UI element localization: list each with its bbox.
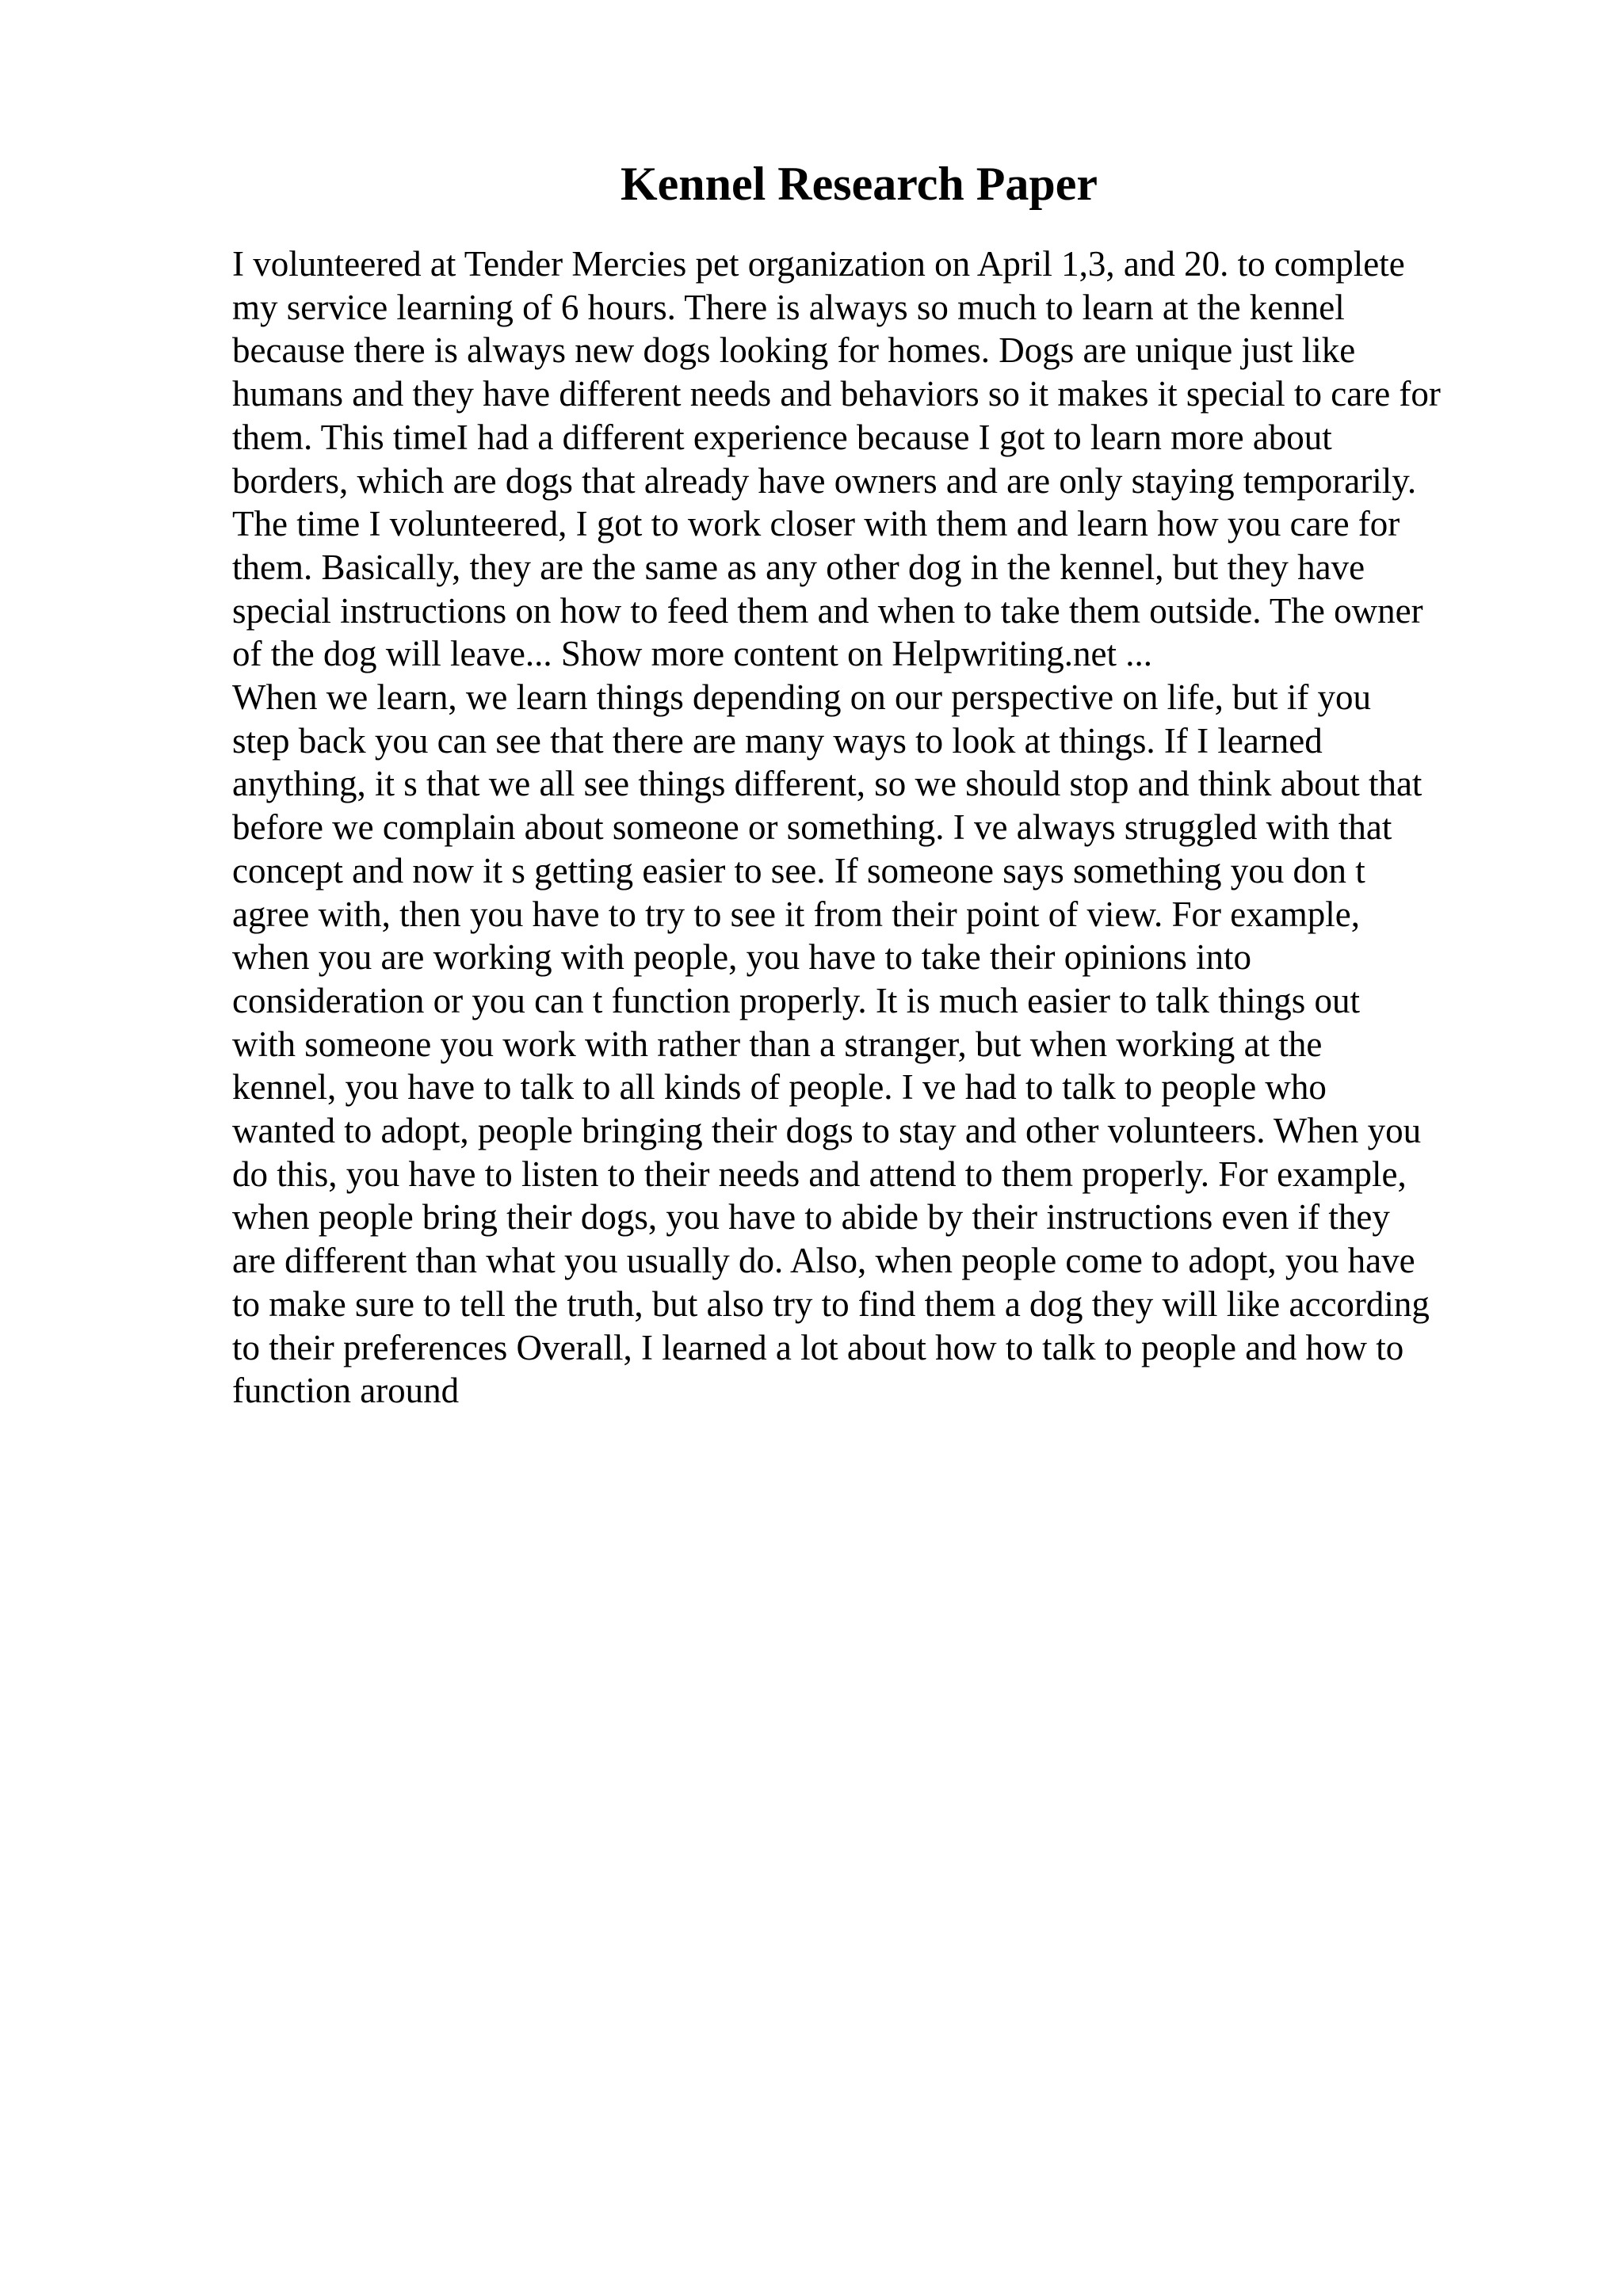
body-line: anything, it s that we all see things different, so we should stop and think about that [232, 764, 1423, 804]
body-line: when people bring their dogs, you have to abide by their instructions even if they [232, 1197, 1390, 1238]
body-line: I volunteered at Tender Mercies pet organization on April 1,3, and 20. to complete [232, 244, 1405, 284]
body-line: before we complain about someone or something. I ve always struggled with that [232, 807, 1392, 848]
body-line: When we learn, we learn things depending on our perspective on life, but if you [232, 677, 1372, 718]
body-line: wanted to adopt, people bringing their dogs to stay and other volunteers. When you [232, 1111, 1422, 1151]
body-line: function around [232, 1371, 460, 1411]
body-line: step back you can see that there are many ways to look at things. If I learned [232, 720, 1323, 761]
body-line: them. Basically, they are the same as any other dog in the kennel, but they have [232, 547, 1365, 587]
body-line: borders, which are dogs that already have owners and are only staying temporarily. [232, 460, 1417, 501]
body-line: consideration or you can t function properly. It is much easier to talk things out [232, 980, 1360, 1020]
body-line: with someone you work with rather than a stranger, but when working at the [232, 1024, 1323, 1064]
body-line: special instructions on how to feed them and when to take them outside. The owner [232, 590, 1423, 631]
body-line: of the dog will leave... Show more content on Helpwriting.net ... [232, 634, 1153, 674]
body-line: to make sure to tell the truth, but also try to find them a dog they will like according [232, 1283, 1430, 1324]
body-line: agree with, then you have to try to see it from their point of view. For example, [232, 894, 1360, 934]
body-line: when you are working with people, you have to take their opinions into [232, 937, 1251, 978]
body-line: them. This timeI had a different experience because I got to learn more about [232, 417, 1332, 457]
body-line: do this, you have to listen to their needs and attend to them properly. For example, [232, 1154, 1407, 1194]
body-line: my service learning of 6 hours. There is always so much to learn at the kennel [232, 287, 1345, 327]
body-line: are different than what you usually do. Also, when people come to adopt, you have [232, 1241, 1415, 1281]
body-line: kennel, you have to talk to all kinds of people. I ve had to talk to people who [232, 1067, 1327, 1108]
body-line: The time I volunteered, I got to work closer with them and learn how you care for [232, 504, 1400, 544]
body-line: humans and they have different needs and behaviors so it makes it special to care for [232, 374, 1441, 414]
body-line: to their preferences Overall, I learned a lot about how to talk to people and how to [232, 1327, 1404, 1367]
body-line: because there is always new dogs looking for homes. Dogs are unique just like [232, 330, 1356, 371]
body-line: concept and now it s getting easier to see. If someone says something you don t [232, 850, 1365, 891]
document-body [232, 242, 1500, 1413]
document-title: Kennel Research Paper [620, 158, 1098, 210]
